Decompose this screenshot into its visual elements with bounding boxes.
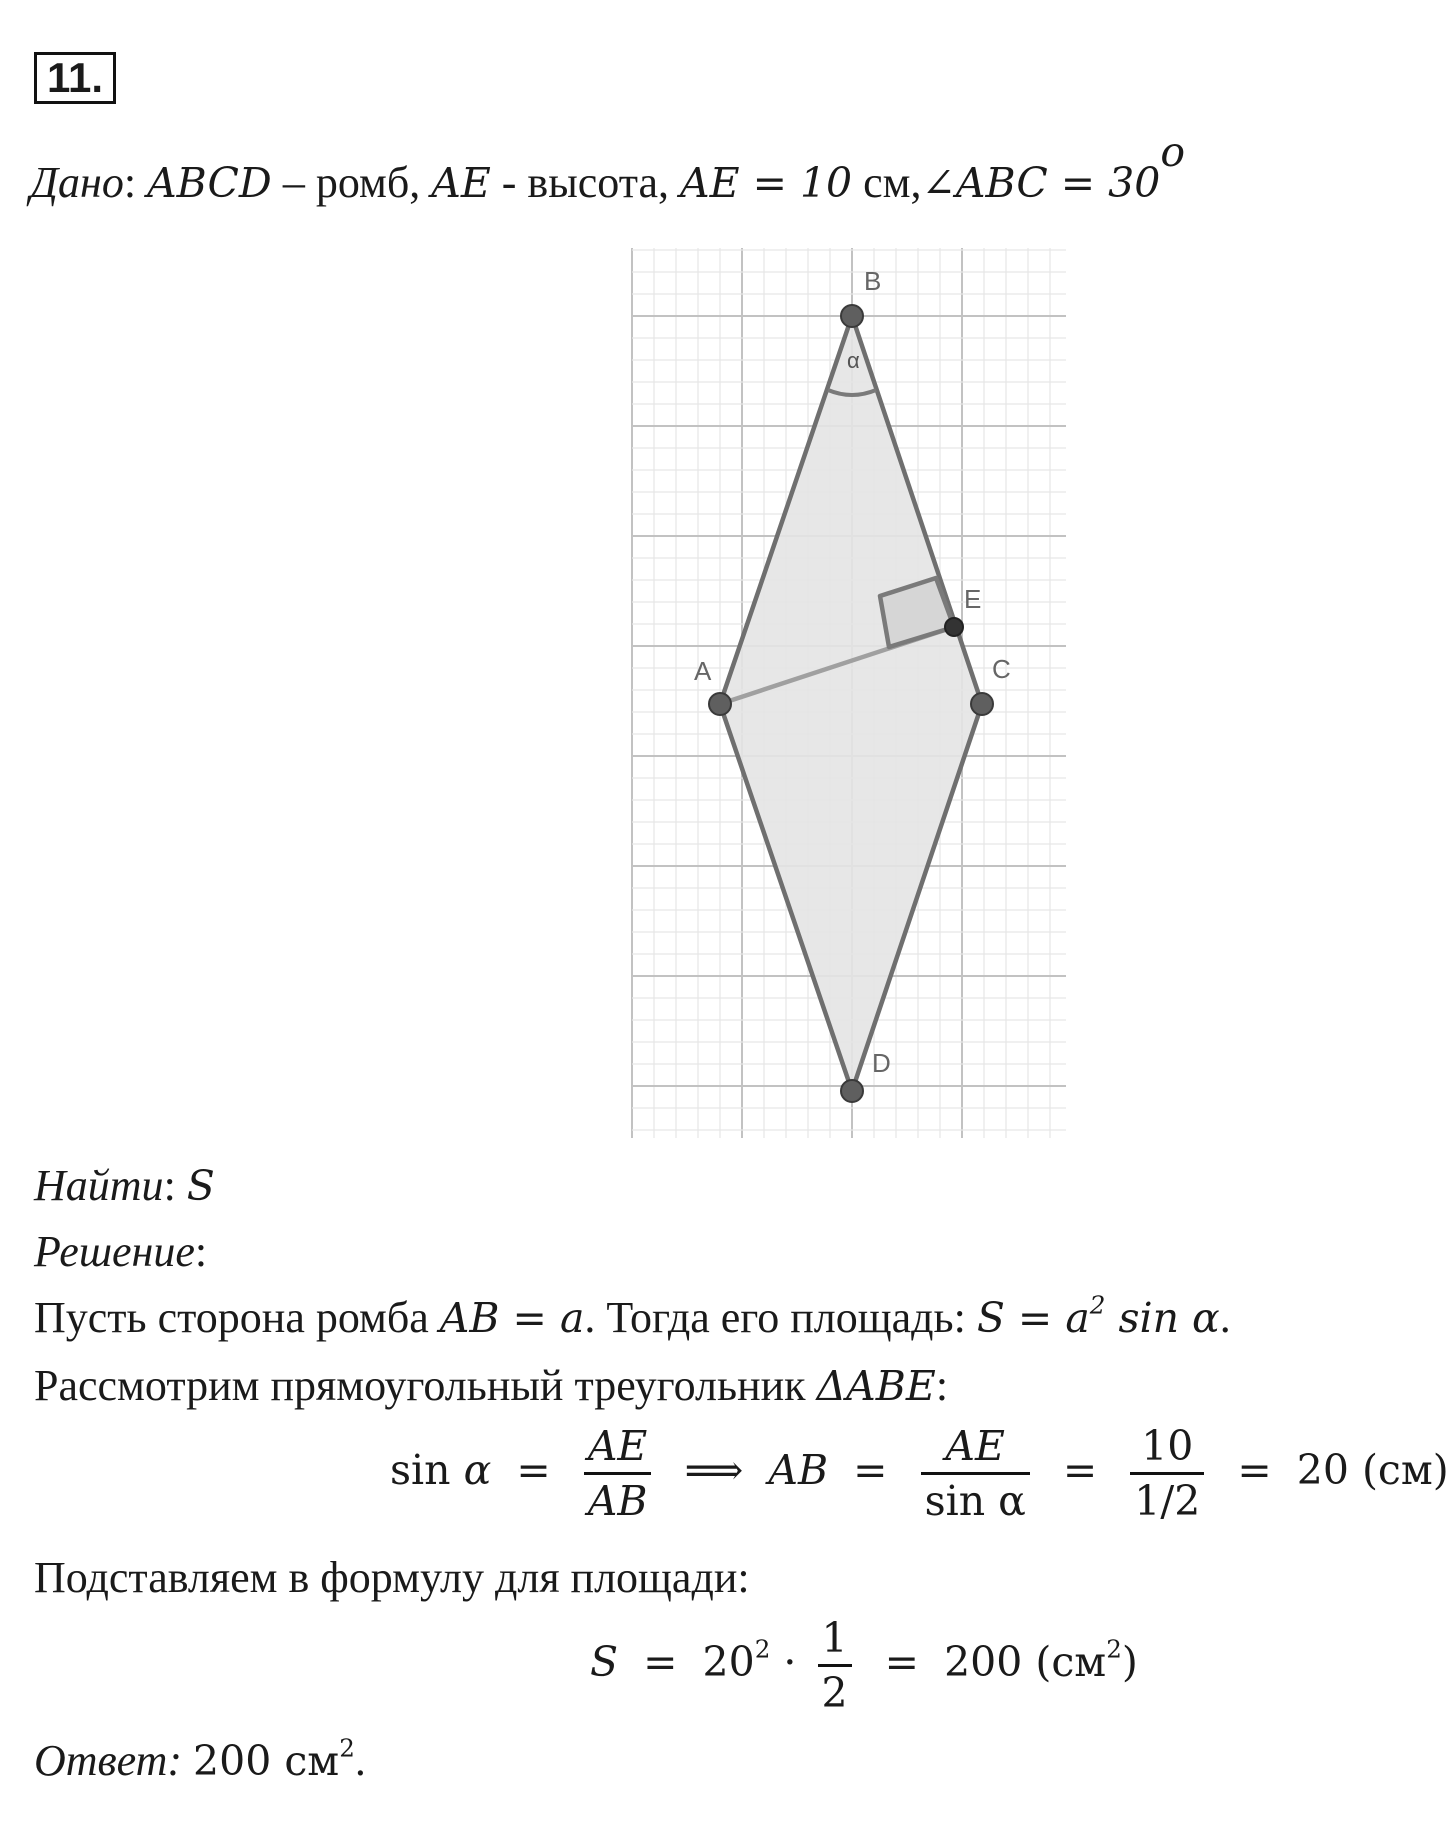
solution-label: Решение bbox=[34, 1227, 195, 1276]
given-label: Дано bbox=[30, 157, 124, 207]
given-figure-word: ромб, bbox=[315, 157, 421, 207]
solution-line-3: Подставляем в формулу для площади: bbox=[34, 1553, 750, 1602]
given-angle-deg: o bbox=[1160, 128, 1186, 176]
given-height-name: AE bbox=[431, 158, 491, 207]
point-e[interactable] bbox=[945, 618, 963, 636]
problem-number: 11. bbox=[34, 52, 116, 104]
label-e: E bbox=[964, 584, 982, 614]
formula-area: $S = 20^2$ · $\frac{1}{2}$ = 200 $(см^2)$ bbox=[590, 1614, 1138, 1717]
point-c[interactable] bbox=[971, 693, 993, 715]
angle-label: α bbox=[847, 348, 860, 373]
solution-label-line: Решение: bbox=[34, 1227, 208, 1276]
fraction-one-half: $\frac{1}{2}$ bbox=[818, 1612, 852, 1719]
find-label: Найти bbox=[34, 1161, 164, 1210]
given-height-eq: AE = 10 bbox=[680, 158, 853, 207]
solution-line-1: Пусть сторона ромба AB = a. Тогда его площадь: $S = a^2$ sin α. bbox=[34, 1290, 1231, 1342]
point-d[interactable] bbox=[841, 1080, 863, 1102]
rhombus-shape bbox=[720, 316, 982, 1091]
formula1-result: 20 (см) bbox=[1296, 1446, 1449, 1494]
given-angle-eq: ∠ABC = 30 bbox=[921, 158, 1161, 207]
find-line: Найти: S bbox=[34, 1161, 215, 1210]
area-formula: $S = a^2$ sin α bbox=[976, 1290, 1220, 1342]
solution-line-2: Рассмотрим прямоугольный треугольник ΔABE: bbox=[34, 1361, 949, 1410]
answer-line: Ответ: 200 $см^2$. bbox=[34, 1733, 366, 1785]
fraction-ae-ab: $\frac{AE}{AB}$ bbox=[584, 1420, 652, 1527]
fraction-ae-sin: $\frac{AE}{\text{sin α}}$ bbox=[921, 1420, 1030, 1527]
label-b: B bbox=[864, 266, 882, 296]
given-line: Дано: ABCD – ромб, AE - высота, AE = 10 см,∠ABC = $30^o$ bbox=[30, 128, 1186, 207]
label-c: C bbox=[992, 654, 1011, 684]
answer-value: 200 $см^2$ bbox=[193, 1733, 355, 1785]
point-b[interactable] bbox=[841, 305, 863, 327]
answer-label: Ответ: bbox=[34, 1736, 183, 1785]
fraction-10-half: $\frac{10}{1/2}$ bbox=[1130, 1420, 1204, 1527]
side-eq: AB = a bbox=[439, 1294, 585, 1342]
formula-sin: sin α = $\frac{AE}{AB}$ ⟹ AB = $\frac{AE}{\text{sin α}}$ = $\frac{10}{1/2}$ = 20 (см) bbox=[390, 1422, 1449, 1525]
rhombus-figure bbox=[610, 248, 1070, 1148]
label-a: A bbox=[694, 656, 712, 686]
find-value: S bbox=[186, 1162, 215, 1210]
given-figure: ABCD bbox=[147, 158, 272, 207]
point-a[interactable] bbox=[709, 693, 731, 715]
label-d: D bbox=[872, 1048, 891, 1078]
triangle-name: ΔABE bbox=[816, 1362, 936, 1410]
